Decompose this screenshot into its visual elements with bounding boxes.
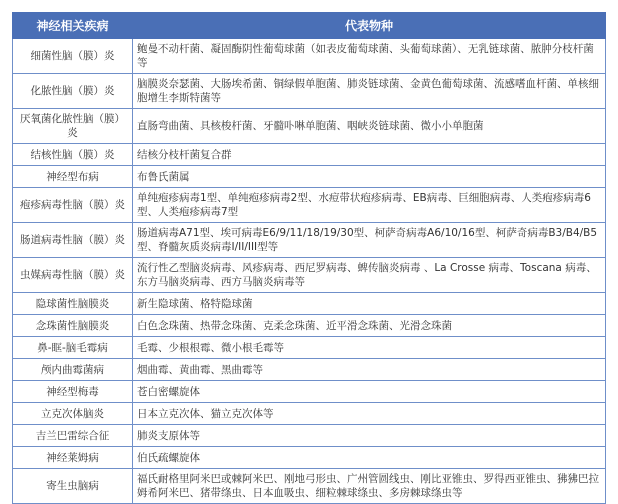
disease-cell: 神经型梅毒 [13,381,133,403]
species-cell: 脑膜炎奈瑟菌、大肠埃希菌、铜绿假单胞菌、肺炎链球菌、金黄色葡萄球菌、流感嗜血杆菌、单核细胞增生李斯特菌等 [133,74,606,109]
species-cell: 白色念珠菌、热带念珠菌、克柔念珠菌、近平滑念珠菌、光滑念珠菌 [133,315,606,337]
table-row [13,223,606,258]
table-row [13,144,606,166]
table-row [13,258,606,293]
disease-cell: 寄生虫脑病 [13,469,133,504]
table-row [13,39,606,74]
species-cell: 鲍曼不动杆菌、凝固酶阴性葡萄球菌（如表皮葡萄球菌、头葡萄球菌）、无乳链球菌、脓肿分枝杆菌等 [133,39,606,74]
species-cell: 烟曲霉、黄曲霉、黑曲霉等 [133,359,606,381]
disease-cell: 隐球菌性脑膜炎 [13,293,133,315]
disease-cell: 立克次体脑炎 [13,403,133,425]
pathogen-table [12,12,606,504]
disease-cell: 颅内曲霉菌病 [13,359,133,381]
species-cell: 肠道病毒A71型、埃可病毒E6/9/11/18/19/30型、柯萨奇病毒A6/10/16型、柯萨奇病毒B3/B4/B5型、脊髓灰质炎病毒I/II/III型等 [133,223,606,258]
species-cell: 毛霉、少根根霉、微小根毛霉等 [133,337,606,359]
species-cell: 结核分枝杆菌复合群 [133,144,606,166]
header-disease: 神经相关疾病 [13,13,133,39]
species-cell: 布鲁氏菌属 [133,166,606,188]
table-row [13,403,606,425]
table-row [13,109,606,144]
table-row [13,74,606,109]
disease-cell: 疱疹病毒性脑（膜）炎 [13,188,133,223]
disease-cell: 鼻-眶-脑毛霉病 [13,337,133,359]
species-cell: 伯氏疏螺旋体 [133,447,606,469]
species-cell: 直肠弯曲菌、具核梭杆菌、牙髓卟啉单胞菌、咽峡炎链球菌、微小小单胞菌 [133,109,606,144]
disease-cell: 结核性脑（膜）炎 [13,144,133,166]
species-cell: 苍白密螺旋体 [133,381,606,403]
table-row [13,293,606,315]
table-row [13,447,606,469]
disease-cell: 神经莱姆病 [13,447,133,469]
table-row [13,381,606,403]
disease-cell: 细菌性脑（膜）炎 [13,39,133,74]
disease-cell: 化脓性脑（膜）炎 [13,74,133,109]
species-cell: 流行性乙型脑炎病毒、风疹病毒、西尼罗病毒、蜱传脑炎病毒 、La Crosse 病毒、Toscana 病毒、东方马脑炎病毒、西方马脑炎病毒等 [133,258,606,293]
table-row [13,166,606,188]
species-cell: 肺炎支原体等 [133,425,606,447]
disease-cell: 吉兰巴雷综合征 [13,425,133,447]
disease-cell: 厌氧菌化脓性脑（膜）炎 [13,109,133,144]
species-cell: 福氏耐格里阿米巴或棘阿米巴、刚地弓形虫、广州管圆线虫、刚比亚锥虫、罗得西亚锥虫、狒狒巴拉姆希阿米巴、猪带绦虫、日本血吸虫、细粒棘球绦虫、多房棘球绦虫等 [133,469,606,504]
table-row [13,315,606,337]
disease-cell: 念珠菌性脑膜炎 [13,315,133,337]
species-cell: 日本立克次体、猫立克次体等 [133,403,606,425]
table-row [13,359,606,381]
species-cell: 单纯疱疹病毒1型、单纯疱疹病毒2型、水痘带状疱疹病毒、EB病毒、巨细胞病毒、人类疱疹病毒6型、人类疱疹病毒7型 [133,188,606,223]
table-row [13,469,606,504]
disease-cell: 虫媒病毒性脑（膜）炎 [13,258,133,293]
table-header-row [13,13,606,39]
table-row [13,337,606,359]
table-row [13,425,606,447]
species-cell: 新生隐球菌、格特隐球菌 [133,293,606,315]
disease-cell: 神经型布病 [13,166,133,188]
disease-cell: 肠道病毒性脑（膜）炎 [13,223,133,258]
table-row [13,188,606,223]
header-species: 代表物种 [133,13,606,39]
